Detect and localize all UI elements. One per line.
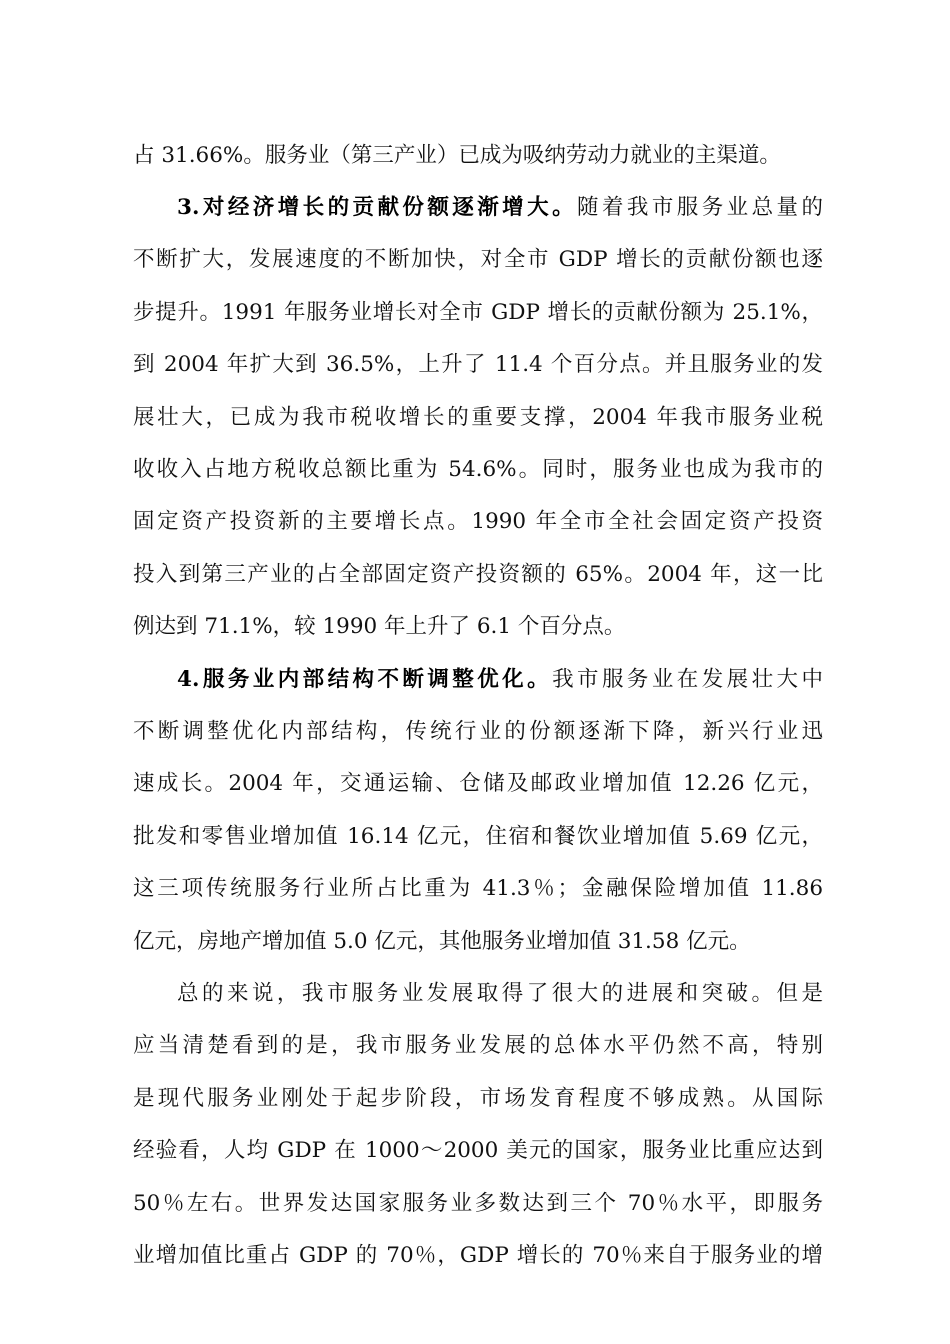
paragraph-2-line-3 xyxy=(133,293,823,333)
paragraph-3-line-6 xyxy=(133,922,823,962)
line-text: 例达到 71.1%，较 1990 年上升了 6.1 个百分点。 xyxy=(133,614,626,639)
paragraph-3-line-4 xyxy=(133,817,823,857)
line-text: 50％左右。世界发达国家服务业多数达到三个 70％水平，即服务 xyxy=(133,1191,823,1216)
line-text: 总的来说，我市服务业发展取得了很大的进展和突破。但是 xyxy=(177,981,823,1006)
line-text: 应当清楚看到的是，我市服务业发展的总体水平仍然不高，特别 xyxy=(133,1033,823,1058)
section-heading-4: 4.服务业内部结构不断调整优化。 xyxy=(177,667,553,692)
paragraph-2-line-2 xyxy=(133,240,823,280)
paragraph-2-line-9 xyxy=(133,607,823,647)
paragraph-4-line-6 xyxy=(133,1236,823,1276)
line-text: 占 31.66%。服务业（第三产业）已成为吸纳劳动力就业的主渠道。 xyxy=(133,143,781,168)
line-text: 收收入占地方税收总额比重为 54.6%。同时，服务业也成为我市的 xyxy=(133,457,823,482)
line-text: 不断扩大，发展速度的不断加快，对全市 GDP 增长的贡献份额也逐 xyxy=(133,247,823,272)
paragraph-2-line-4 xyxy=(133,345,823,385)
line-text: 业增加值比重占 GDP 的 70％，GDP 增长的 70％来自于服务业的增 xyxy=(133,1243,823,1268)
paragraph-1-line-1 xyxy=(133,136,823,176)
paragraph-4-line-4 xyxy=(133,1131,823,1171)
line-text: 批发和零售业增加值 16.14 亿元，住宿和餐饮业增加值 5.69 亿元， xyxy=(133,824,823,849)
paragraph-4-line-3 xyxy=(133,1079,823,1119)
line-text: 这三项传统服务行业所占比重为 41.3％；金融保险增加值 11.86 xyxy=(133,876,823,901)
paragraph-2-line-7 xyxy=(133,502,823,542)
paragraph-2-line-6 xyxy=(133,450,823,490)
line-text: 亿元，房地产增加值 5.0 亿元，其他服务业增加值 31.58 亿元。 xyxy=(133,929,751,954)
section-heading-3: 3.对经济增长的贡献份额逐渐增大。 xyxy=(177,195,578,220)
paragraph-3-line-3 xyxy=(133,764,823,804)
paragraph-3-line-2 xyxy=(133,712,823,752)
line-text: 速成长。2004 年，交通运输、仓储及邮政业增加值 12.26 亿元， xyxy=(133,771,823,796)
paragraph-4-line-2 xyxy=(133,1026,823,1066)
line-text: 固定资产投资新的主要增长点。1990 年全市全社会固定资产投资 xyxy=(133,509,823,534)
line-text: 投入到第三产业的占全部固定资产投资额的 65%。2004 年，这一比 xyxy=(133,562,823,587)
line-text: 展壮大，已成为我市税收增长的重要支撑，2004 年我市服务业税 xyxy=(133,405,823,430)
line-text: 我市服务业在发展壮大中 xyxy=(552,667,823,692)
line-text: 不断调整优化内部结构，传统行业的份额逐渐下降，新兴行业迅 xyxy=(133,719,823,744)
line-text: 是现代服务业刚处于起步阶段，市场发育程度不够成熟。从国际 xyxy=(133,1086,823,1111)
paragraph-3-line-5 xyxy=(133,869,823,909)
paragraph-2-line-1 xyxy=(177,188,823,228)
line-text: 随着我市服务业总量的 xyxy=(577,195,823,220)
paragraph-4-line-5 xyxy=(133,1184,823,1224)
paragraph-2-line-8 xyxy=(133,555,823,595)
paragraph-2-line-5 xyxy=(133,398,823,438)
paragraph-4-line-1 xyxy=(177,974,823,1014)
line-text: 经验看，人均 GDP 在 1000～2000 美元的国家，服务业比重应达到 xyxy=(133,1138,823,1163)
line-text: 步提升。1991 年服务业增长对全市 GDP 增长的贡献份额为 25.1%， xyxy=(133,300,823,325)
line-text: 到 2004 年扩大到 36.5%，上升了 11.4 个百分点。并且服务业的发 xyxy=(133,352,823,377)
paragraph-3-line-1 xyxy=(177,660,823,700)
